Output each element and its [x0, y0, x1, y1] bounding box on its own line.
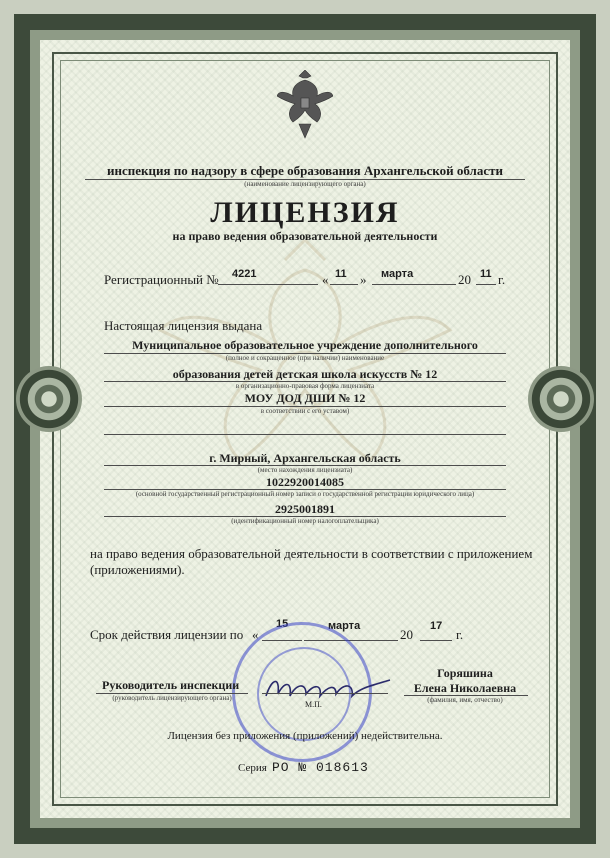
validity-year: 17	[430, 620, 443, 632]
blank-line	[104, 434, 506, 435]
org-hint1: (полное и сокращенное (при наличии) наименование	[225, 354, 385, 362]
org-hint2: в организационно-правовая форма лицензиата	[235, 382, 375, 390]
registration-open-quote: «	[322, 272, 329, 287]
scope-line2: (приложениями).	[90, 562, 185, 577]
issued-label: Настоящая лицензия выдана	[104, 318, 263, 333]
registration-day: 11	[335, 268, 347, 280]
registration-month: марта	[381, 268, 414, 280]
signer-role: Руководитель инспекции	[102, 678, 240, 692]
ogrn-hint: (основной государственный регистрационный номер записи о государственной регистрации юридического лица)	[135, 490, 475, 498]
signer-name-hint: (фамилия, имя, отчество)	[427, 696, 503, 704]
ogrn-value: 1022920014085	[266, 475, 344, 489]
authority-hint: (наименование лицензирующего органа)	[244, 180, 366, 188]
registration-number: 4221	[232, 268, 257, 280]
document-subtitle: на право ведения образовательной деятельности	[172, 229, 438, 243]
licensee-address: г. Мирный, Архангельская область	[209, 451, 401, 465]
validity-year-suffix: г.	[456, 627, 464, 642]
validity-year-underline	[420, 640, 452, 641]
validity-label: Срок действия лицензии по	[90, 627, 244, 642]
registration-year-prefix: 20	[458, 272, 471, 287]
inn-hint: (идентификационный номер налогоплательщика)	[231, 517, 379, 525]
coat-of-arms-icon	[277, 70, 333, 140]
inn-value: 2925001891	[275, 502, 335, 516]
org-hint3: в соответствии с его уставом)	[260, 407, 350, 415]
scope-line1: на право ведения образовательной деятельности в соответствии с приложением	[90, 546, 533, 561]
validity-month: марта	[328, 620, 361, 632]
org-name-line2: образования детей детская школа искусств № 12	[172, 367, 438, 381]
org-name-line3: МОУ ДОД ДШИ № 12	[244, 391, 366, 405]
validity-year-prefix: 20	[400, 627, 413, 642]
signature-underline	[262, 693, 388, 694]
registration-label: Регистрационный №	[104, 272, 219, 287]
registration-month-underline	[372, 284, 456, 285]
registration-day-underline	[330, 284, 358, 285]
validity-open-quote: «	[252, 627, 259, 642]
registration-close-quote: »	[360, 272, 367, 287]
right-rosette	[528, 366, 594, 432]
handwritten-signature	[262, 672, 394, 706]
authority-name: инспекция по надзору в сфере образования Архангельской области	[107, 163, 503, 178]
registration-year-suffix: г.	[498, 272, 506, 287]
org-name-line1: Муниципальное образовательное учреждение дополнительного	[132, 338, 478, 352]
stamp-mark: М.П.	[305, 700, 322, 709]
registration-number-underline	[218, 284, 318, 285]
series-label: Серия	[238, 762, 267, 774]
validity-day: 15	[276, 618, 289, 630]
signer-surname: Горяшина	[437, 666, 493, 680]
left-rosette	[16, 366, 82, 432]
signer-role-hint: (руководитель лицензирующего органа)	[112, 694, 232, 702]
registration-year: 11	[480, 268, 492, 280]
validity-note: Лицензия без приложения (приложений) недействительна.	[167, 730, 443, 742]
series-number: РО № 018613	[272, 760, 369, 775]
document-title: ЛИЦЕНЗИЯ	[210, 196, 400, 229]
registration-year-underline	[476, 284, 496, 285]
address-hint: (место нахождения лицензиата)	[257, 466, 353, 474]
signer-given-names: Елена Николаевна	[413, 681, 517, 695]
